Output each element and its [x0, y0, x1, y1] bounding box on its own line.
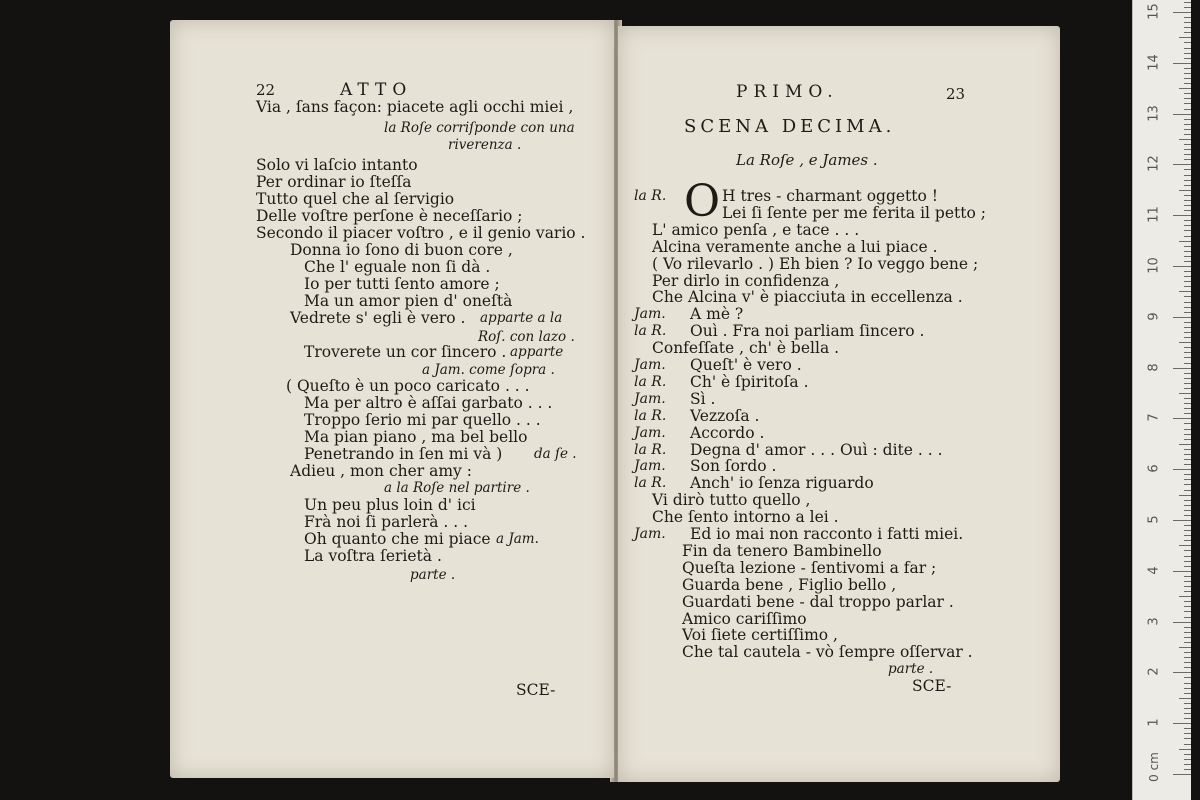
dialogue-line: Vi dirò tutto quello ,	[652, 491, 811, 510]
ruler-tick	[1184, 683, 1191, 684]
stage-direction: da ſe .	[534, 446, 577, 462]
ruler-tick	[1173, 164, 1191, 165]
ruler-tick	[1184, 713, 1191, 714]
ruler-number: 4	[1146, 566, 1162, 575]
ruler-tick	[1184, 169, 1191, 170]
dialogue-line: ( Vo rilevarlo . ) Eh bien ? Io veggo bene ;	[652, 254, 979, 273]
ruler-tick	[1184, 733, 1191, 734]
ruler-tick	[1179, 241, 1191, 242]
ruler-tick	[1184, 119, 1191, 120]
ruler-tick	[1184, 129, 1191, 130]
stage-direction: la Roſe corriſponde con una	[384, 120, 575, 136]
verse-line: Adieu , mon cher amy :	[290, 462, 472, 480]
ruler-tick	[1184, 378, 1191, 379]
ruler-tick	[1184, 251, 1191, 252]
ruler-tick	[1179, 139, 1191, 140]
ruler-tick	[1173, 672, 1191, 673]
ruler-tick	[1184, 93, 1191, 94]
ruler-tick	[1184, 398, 1191, 399]
ruler-number: 13	[1146, 104, 1162, 122]
verse-line: Ma pian piano , ma bel bello	[304, 428, 528, 446]
ruler-tick	[1184, 246, 1191, 247]
ruler-tick	[1184, 439, 1191, 440]
dialogue-line: A mè ?	[690, 305, 744, 324]
ruler-tick	[1184, 154, 1191, 155]
verse-line: ( Queſto è un poco caricato . . .	[286, 377, 530, 395]
ruler-tick	[1179, 88, 1191, 89]
ruler-tick	[1184, 642, 1191, 643]
ruler-tick	[1179, 596, 1191, 597]
ruler-tick	[1184, 124, 1191, 125]
ruler-tick	[1184, 327, 1191, 328]
ruler-tick	[1173, 571, 1191, 572]
ruler-tick	[1184, 322, 1191, 323]
dialogue-line: Che Alcina v' è piacciuta in eccellenza .	[652, 288, 963, 307]
speaker-label: Jam.	[634, 357, 666, 373]
ruler-tick	[1184, 32, 1191, 33]
stage-direction: Roſ. con lazo .	[478, 329, 575, 345]
ruler-tick	[1184, 363, 1191, 364]
speaker-label: la R.	[634, 323, 667, 340]
dialogue-line: Per dirlo in confidenza ,	[652, 271, 840, 290]
ruler-number: 3	[1146, 616, 1162, 626]
ruler-number: 2	[1146, 667, 1162, 677]
ruler-tick	[1184, 688, 1191, 689]
page-number: 23	[946, 85, 966, 103]
ruler-tick	[1184, 484, 1191, 485]
ruler-tick	[1184, 581, 1191, 582]
stage-direction: parte .	[888, 661, 934, 678]
stage-direction: apparte a la	[480, 310, 563, 326]
ruler-tick	[1184, 500, 1191, 501]
stage-direction: a la Roſe nel partire .	[384, 480, 530, 496]
verse-line: Ma un amor pien d' oneſtà	[304, 292, 513, 310]
verse-line: Che l' eguale non ſi dà .	[304, 258, 491, 276]
ruler-tick	[1184, 591, 1191, 592]
ruler-tick	[1184, 159, 1191, 160]
ruler-tick	[1184, 667, 1191, 668]
ruler-tick	[1173, 418, 1191, 419]
speaker-label: la R.	[634, 441, 667, 458]
speaker-label: la R.	[634, 475, 667, 492]
ruler-tick	[1184, 657, 1191, 658]
ruler-tick	[1184, 271, 1191, 272]
ruler-tick	[1184, 373, 1191, 374]
ruler-tick	[1184, 550, 1191, 551]
ruler-tick	[1184, 474, 1191, 475]
ruler-tick	[1184, 677, 1191, 678]
ruler-tick	[1173, 63, 1191, 64]
scene-title: SCENA DECIMA.	[684, 116, 896, 137]
ruler-tick	[1184, 449, 1191, 450]
dialogue-line: H tres - charmant oggetto !	[722, 187, 938, 205]
verse-line: Secondo il piacer voſtro , e il genio vario .	[256, 224, 586, 242]
drop-cap: O	[684, 176, 721, 227]
ruler-tick	[1184, 276, 1191, 277]
ruler-tick	[1184, 352, 1191, 353]
ruler-tick	[1184, 535, 1191, 536]
ruler-tick	[1184, 261, 1191, 262]
ruler-tick	[1184, 78, 1191, 79]
dialogue-line: Queſta lezione - ſentivomi a far ;	[682, 558, 937, 577]
ruler-tick	[1184, 652, 1191, 653]
verse-line: Delle voſtre perſone è neceſſario ;	[256, 207, 523, 225]
ruler-tick	[1173, 215, 1191, 216]
ruler-tick	[1184, 561, 1191, 562]
left-page	[170, 20, 614, 778]
ruler-number: 1	[1146, 718, 1162, 727]
dialogue-line: Fin da tenero Bambinello	[682, 541, 882, 560]
dialogue-line: Accordo .	[690, 423, 765, 442]
ruler-tick	[1179, 342, 1191, 343]
dialogue-line: Degna d' amor . . . Ouì : dite . . .	[690, 440, 943, 459]
ruler-tick	[1184, 759, 1191, 760]
ruler-tick	[1179, 647, 1191, 648]
ruler-tick	[1184, 312, 1191, 313]
verse-line: La voſtra ſerietà .	[304, 547, 442, 565]
speaker-label: Jam.	[634, 306, 666, 323]
ruler-tick	[1184, 627, 1191, 628]
dialogue-line: Lei ſi ſente per me ferita il petto ;	[722, 203, 986, 222]
verse-line: Ma per altro è aſſai garbato . . .	[304, 394, 553, 412]
ruler-tick	[1184, 83, 1191, 84]
dialogue-line: Ouì . Fra noi parliam ſincero .	[690, 322, 925, 341]
ruler-number: 10	[1146, 257, 1162, 274]
ruler-tick	[1173, 368, 1191, 369]
ruler-tick	[1184, 662, 1191, 663]
ruler-tick	[1179, 190, 1191, 191]
speaker-label: Jam.	[634, 424, 666, 441]
ruler-tick	[1184, 17, 1191, 18]
ruler-tick	[1184, 185, 1191, 186]
verse-line: Penetrando in ſen mi và )	[304, 445, 503, 463]
ruler-tick	[1184, 423, 1191, 424]
ruler-tick	[1184, 42, 1191, 43]
ruler-tick	[1179, 698, 1191, 699]
dialogue-line: Che ſento intorno a lei .	[652, 508, 839, 527]
ruler-tick	[1184, 195, 1191, 196]
dialogue-line: L' amico penſa , e tace . . .	[652, 220, 860, 239]
dialogue-line: Amico cariſſimo	[682, 609, 807, 628]
ruler-tick	[1184, 530, 1191, 531]
ruler-tick	[1173, 520, 1191, 521]
ruler-tick	[1184, 68, 1191, 69]
verse-line: Frà noi ſi parlerà . . .	[304, 513, 469, 531]
ruler-tick	[1184, 220, 1191, 221]
ruler-tick	[1184, 637, 1191, 638]
ruler-tick	[1184, 434, 1191, 435]
ruler-tick	[1184, 225, 1191, 226]
ruler-tick	[1184, 708, 1191, 709]
verse-line: Un peu plus loin d' ici	[304, 496, 476, 514]
ruler-number: 11	[1146, 206, 1162, 223]
ruler-tick	[1184, 459, 1191, 460]
running-header: ATTO	[340, 80, 413, 100]
ruler-tick	[1184, 388, 1191, 389]
ruler-tick	[1184, 540, 1191, 541]
ruler-tick	[1184, 703, 1191, 704]
dialogue-line: Alcina veramente anche a lui piace .	[652, 237, 938, 256]
ruler-tick	[1184, 515, 1191, 516]
ruler-tick	[1184, 617, 1191, 618]
ruler-tick	[1173, 774, 1191, 775]
ruler-tick	[1184, 230, 1191, 231]
ruler-tick	[1184, 718, 1191, 719]
ruler-number: 5	[1146, 515, 1162, 524]
ruler-tick	[1184, 383, 1191, 384]
ruler-tick	[1173, 12, 1191, 13]
dialogue-line: Ed io mai non racconto i fatti miei.	[690, 525, 964, 543]
verse-line: Troverete un cor ſincero .	[304, 343, 507, 361]
verse-line: Donna io ſono di buon core ,	[290, 241, 513, 259]
ruler-tick	[1184, 556, 1191, 557]
ruler-tick	[1184, 606, 1191, 607]
ruler-number: 7	[1146, 413, 1162, 423]
ruler-tick	[1184, 525, 1191, 526]
dialogue-line: Anch' io ſenza riguardo	[690, 474, 874, 493]
ruler-tick	[1184, 134, 1191, 135]
ruler-tick	[1184, 413, 1191, 414]
ruler-tick	[1184, 479, 1191, 480]
ruler-number: 6	[1146, 464, 1162, 473]
verse-line: Solo vi laſcio intanto	[256, 156, 418, 174]
dialogue-line: Guardati bene - dal troppo parlar .	[682, 592, 954, 611]
speaker-label: la R.	[634, 373, 667, 390]
dialogue-line: Sì .	[690, 389, 716, 408]
ruler-tick	[1184, 576, 1191, 577]
ruler-tick	[1184, 175, 1191, 176]
ruler-unit-label: 0 cm	[1146, 752, 1161, 782]
ruler-tick	[1184, 332, 1191, 333]
ruler-tick	[1184, 754, 1191, 755]
verse-line: Tutto quel che al ſervigio	[256, 190, 455, 208]
ruler-tick	[1184, 337, 1191, 338]
ruler-tick	[1184, 464, 1191, 465]
ruler-tick	[1184, 307, 1191, 308]
verse-line: Oh quanto che mi piace	[304, 530, 491, 548]
ruler-number: 15	[1146, 3, 1162, 20]
ruler-tick	[1184, 764, 1191, 765]
ruler-tick	[1184, 205, 1191, 206]
ruler-tick	[1184, 144, 1191, 145]
ruler-tick	[1184, 611, 1191, 612]
ruler-tick	[1184, 403, 1191, 404]
stage-direction: a Jam. come ſopra .	[422, 362, 555, 378]
speaker-label: Jam.	[634, 390, 666, 407]
ruler-tick	[1184, 27, 1191, 28]
ruler-tick	[1179, 444, 1191, 445]
ruler-tick	[1184, 302, 1191, 303]
ruler-tick	[1184, 210, 1191, 211]
running-header: PRIMO.	[736, 82, 839, 102]
ruler-tick	[1184, 7, 1191, 8]
ruler-tick	[1184, 510, 1191, 511]
ruler-tick	[1184, 693, 1191, 694]
stage-direction: parte .	[410, 567, 456, 583]
ruler-tick	[1173, 723, 1191, 724]
ruler-tick	[1184, 109, 1191, 110]
ruler-tick	[1179, 749, 1191, 750]
ruler-number: 12	[1146, 155, 1162, 173]
ruler-tick	[1184, 429, 1191, 430]
right-page	[618, 26, 1060, 782]
page-number: 22	[256, 81, 276, 99]
ruler-tick	[1184, 236, 1191, 237]
ruler-tick	[1184, 601, 1191, 602]
speaker-label: Jam.	[634, 458, 666, 475]
ruler-tick	[1184, 738, 1191, 739]
ruler-number: 14	[1146, 54, 1162, 71]
verse-line: Troppo ſerio mi par quello . . .	[304, 411, 541, 429]
ruler-tick	[1184, 256, 1191, 257]
ruler-tick	[1173, 266, 1191, 267]
catchword: SCE-	[912, 677, 952, 695]
dialogue-line: Queſt' è vero .	[690, 356, 802, 374]
dialogue-line: Vezzoſa .	[690, 406, 760, 425]
verse-line: Vedrete s' egli è vero .	[290, 309, 466, 327]
ruler-tick	[1184, 632, 1191, 633]
ruler-tick	[1184, 281, 1191, 282]
ruler-tick	[1184, 286, 1191, 287]
stage-direction: riverenza .	[448, 137, 522, 153]
dialogue-line: Voi ſiete certiſſimo ,	[682, 626, 838, 645]
ruler-number: 8	[1146, 362, 1162, 372]
dialogue-line: Son ſordo .	[690, 457, 777, 476]
ruler-tick	[1184, 769, 1191, 770]
ruler-tick	[1184, 566, 1191, 567]
ruler-tick	[1184, 48, 1191, 49]
ruler-tick	[1184, 454, 1191, 455]
ruler-tick	[1179, 545, 1191, 546]
ruler-tick	[1184, 505, 1191, 506]
ruler-tick	[1184, 728, 1191, 729]
ruler-tick	[1184, 22, 1191, 23]
ruler-tick	[1184, 103, 1191, 104]
catchword: SCE-	[516, 681, 556, 699]
ruler-tick	[1179, 37, 1191, 38]
speaker-label: la R.	[634, 407, 667, 424]
verse-line: Io per tutti ſento amore ;	[304, 275, 500, 293]
ruler-number: 9	[1146, 312, 1162, 321]
ruler-tick	[1179, 393, 1191, 394]
ruler-tick	[1184, 347, 1191, 348]
ruler-tick	[1173, 622, 1191, 623]
ruler-tick	[1179, 291, 1191, 292]
ruler-tick	[1184, 180, 1191, 181]
ruler-tick	[1184, 408, 1191, 409]
ruler-tick	[1173, 469, 1191, 470]
speaker-label: la R.	[634, 188, 667, 204]
ruler-tick	[1173, 317, 1191, 318]
stage-direction: apparte	[510, 344, 564, 360]
ruler-tick	[1184, 357, 1191, 358]
ruler-tick	[1179, 495, 1191, 496]
verse-line: Via , ſans façon: piacete agli occhi miei ,	[256, 98, 574, 116]
ruler-tick	[1173, 114, 1191, 115]
ruler-tick	[1184, 98, 1191, 99]
ruler-tick	[1184, 73, 1191, 74]
ruler-tick	[1184, 200, 1191, 201]
ruler-tick	[1184, 296, 1191, 297]
dialogue-line: Confeſſate , ch' è bella .	[652, 339, 840, 358]
ruler-tick	[1184, 2, 1191, 3]
stage-direction: a Jam.	[496, 531, 539, 547]
dialogue-line: Ch' è ſpiritoſa .	[690, 372, 809, 391]
dialogue-line: Che tal cautela - vò ſempre oſſervar .	[682, 643, 973, 662]
ruler-tick	[1184, 58, 1191, 59]
ruler-tick	[1184, 744, 1191, 745]
character-list: La Roſe , e James .	[736, 151, 878, 169]
ruler-tick	[1184, 490, 1191, 491]
ruler-tick	[1184, 149, 1191, 150]
ruler-tick	[1184, 586, 1191, 587]
ruler-tick	[1184, 53, 1191, 54]
verse-line: Per ordinar io ſteſſa	[256, 173, 412, 191]
dialogue-line: Guarda bene , Figlio bello ,	[682, 575, 897, 594]
speaker-label: Jam.	[634, 526, 666, 542]
measuring-ruler	[1132, 0, 1191, 800]
